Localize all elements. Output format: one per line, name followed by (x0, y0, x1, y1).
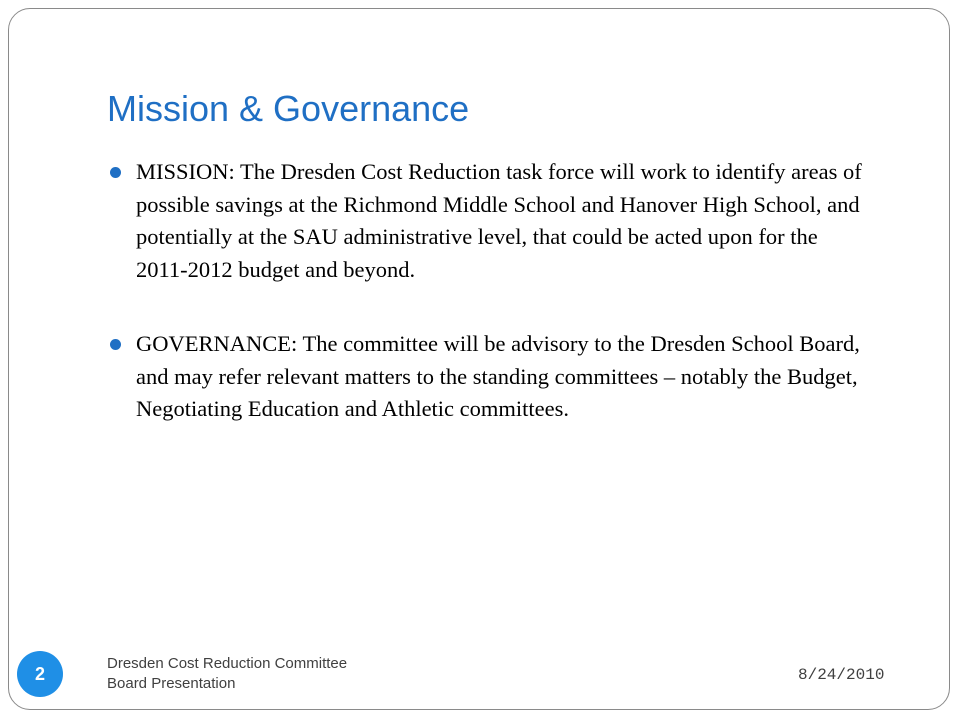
bullet-dot-icon (110, 167, 121, 178)
bullet-dot-icon (110, 339, 121, 350)
bullet-item-governance (108, 328, 868, 426)
bullet-text: GOVERNANCE: The committee will be advisory to the Dresden School Board, and may refer relevant matters to the standing committees – notably the Budget, Negotiating Education and Athletic committees. (136, 331, 860, 421)
bullet-text: MISSION: The Dresden Cost Reduction task force will work to identify areas of possible savings at the Richmond Middle School and Hanover High School, and potentially at the SAU administrative level, that could be acted upon for the 2011-2012 budget and beyond. (136, 159, 862, 282)
footer-line-presentation: Board Presentation (107, 675, 236, 692)
bullet-list (108, 156, 868, 468)
page-number-badge: 2 (17, 651, 63, 697)
footer-date: 8/24/2010 (798, 666, 885, 684)
footer-line-committee: Dresden Cost Reduction Committee (107, 655, 348, 672)
bullet-item-mission (108, 156, 868, 286)
footer-text (107, 654, 347, 694)
slide-title: Mission & Governance (107, 88, 470, 129)
